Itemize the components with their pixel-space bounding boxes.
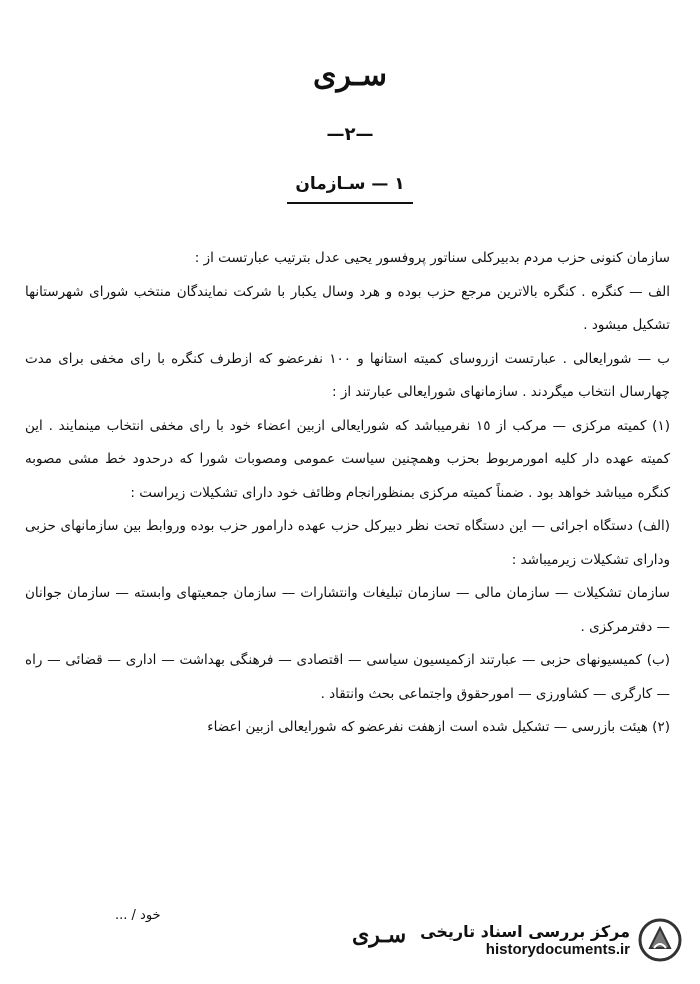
paragraph: (١) کمیته مرکزی — مرکب از ١٥ نفرمیباشد که شورایعالی ازبین اعضاء خود با رای مخفی انتخاب مینمایند . این کمیته عهده دار کلیه امورمربوط بحزب وهمچنین سیاست عمومی ومصوبات شورا که درحدود خط مشی مصوبه کنگره میباشد خواهد بود . ضمناً کمیته مرکزی بمنظورانجام وظائف خود دارای تشکیلات زیراست : [25, 417, 670, 501]
continuation-note: خود / ... [115, 908, 161, 923]
paragraph: سازمان کنونی حزب مردم بدبیرکلی سناتور پروفسور یحیی عدل بترتیب عبارتست از : [194, 250, 670, 266]
watermark-text [420, 922, 630, 958]
paragraph: (الف) دستگاه اجرائی — این دستگاه تحت نظر دبیرکل حزب عهده دارامور حزب بوده وروابط بین سازمانهای حزبی ودارای تشکیلات زیرمیباشد : [25, 518, 670, 568]
page-number: —٢— [326, 124, 374, 145]
section-title [0, 174, 700, 204]
paragraph: ب — شورایعالی . عبارتست ازروسای کمیته استانها و ١٠٠ نفرعضو که ازطرف کنگره با رای مخفی برای مدت چهارسال انتخاب میگردند . سازمانهای شورایعالی عبارتند از : [25, 350, 670, 400]
watermark [420, 918, 682, 962]
watermark-url: historydocuments.ir [485, 941, 630, 958]
paragraph: (ب) کمیسیونهای حزبی — عبارتند ازکمیسیون سیاسی — اقتصادی — فرهنگی بهداشت — اداری — قضائی — راه — کارگری — کشاورزی — امورحقوق واجتماعی بحث وانتقاد . [25, 652, 670, 702]
document-center-logo-icon [638, 918, 682, 962]
paragraph: سازمان تشکیلات — سازمان مالی — سازمان تبلیغات وانتشارات — سازمان جمعیتهای وابسته — سازمان جوانان — دفترمرکزی . [25, 585, 670, 635]
footer-classification: سـری [352, 922, 407, 948]
classification-heading: سـری [313, 58, 387, 93]
watermark-title: مرکز بررسی اسناد تاریخی [420, 922, 630, 941]
document-body [25, 242, 670, 745]
paragraph: (٢) هیئت بازرسی — تشکیل شده است ازهفت نفرعضو که شورایعالی ازبین اعضاء [207, 719, 670, 735]
section-title-text: ١ — سـازمان [287, 174, 412, 204]
paragraph: الف — کنگره . کنگره بالاترین مرجع حزب بوده و هرد وسال یکبار با شرکت نمایندگان منتخب شورای شهرستانها تشکیل میشود . [25, 283, 670, 333]
